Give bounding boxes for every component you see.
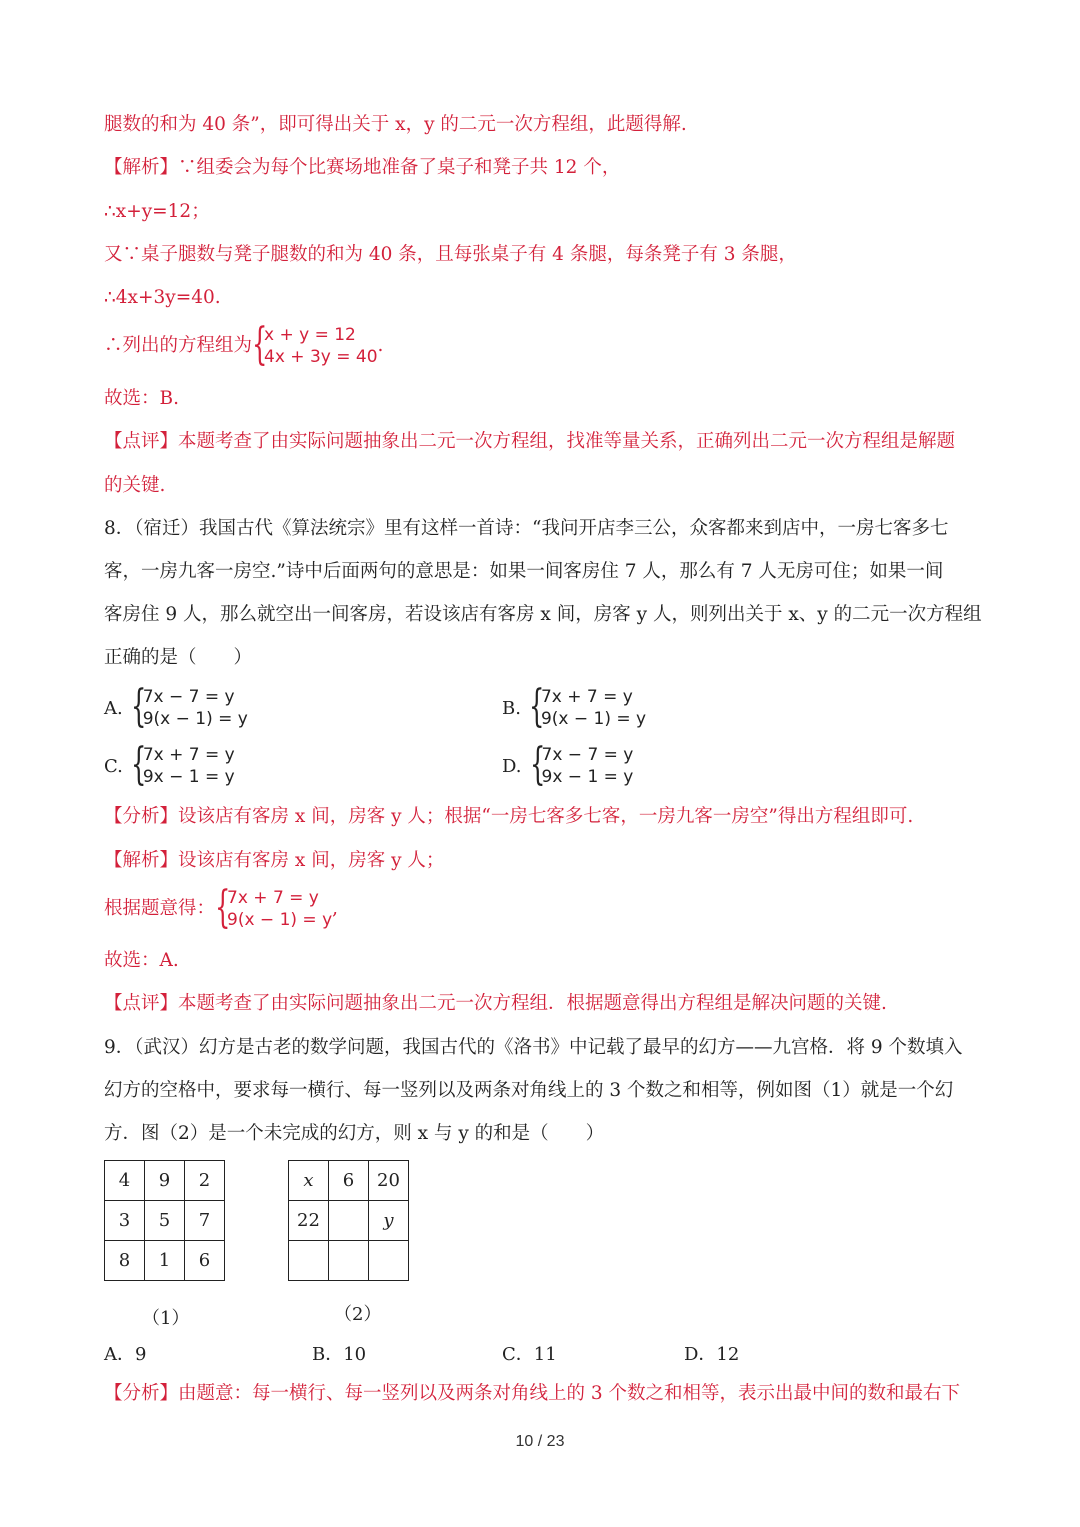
magic-square-2 (288, 1160, 409, 1281)
equation: 9x − 1 = y (541, 767, 634, 787)
grid-cell: 3 (105, 1201, 145, 1241)
option-c (104, 739, 235, 790)
comment-text: 本题考查了由实际问题抽象出二元一次方程组，找准等量关系，正确列出二元一次方程组是解题 (178, 431, 956, 452)
equation-suffix: . (377, 335, 384, 356)
text-line: 的关键. (104, 475, 166, 496)
analysis-tag: 【分析】 (104, 806, 179, 827)
option-label: D. (502, 755, 522, 777)
question-8-line: 8．（宿迁）我国古代《算法统宗》里有这样一首诗：“我问开店李三公，众客都来到店中，一房七客多七 (104, 518, 949, 539)
equation-system: { 7x − 7 = y 9x − 1 = y (529, 739, 634, 790)
equation: 7x + 7 = y (142, 745, 235, 765)
equation: 7x − 7 = y (541, 745, 634, 765)
option-b (502, 681, 647, 732)
analysis-line (104, 1381, 960, 1407)
equation: 9(x − 1) = y (540, 709, 647, 729)
solution-text: 设该店有客房 x 间，房客 y 人； (178, 850, 445, 871)
option-label: C. (104, 755, 123, 777)
text-line: 又∵桌子腿数与凳子腿数的和为 40 条，且每张桌子有 4 条腿，每条凳子有 3 条腿， (104, 244, 797, 265)
text-line: ∴4x+3y=40. (104, 287, 221, 308)
equation: 4x + 3y = 40 (264, 347, 378, 367)
analysis-text: 设该店有客房 x 间，房客 y 人；根据“一房七客多七客，一房九客一房空”得出方程组即可. (178, 806, 914, 827)
grid-cell: 6 (185, 1241, 225, 1281)
answer-option-c: C．11 (502, 1344, 557, 1365)
grid-cell (369, 1241, 409, 1281)
equation-prefix: 根据题意得： (104, 898, 216, 919)
text-line: ∴x+y=12； (104, 201, 210, 222)
equation: 9x − 1 = y (142, 767, 235, 787)
equation-line (104, 319, 384, 370)
magic-square-1 (104, 1160, 225, 1281)
equation: 7x + 7 = y (227, 888, 319, 908)
analysis-tag: 【分析】 (104, 1383, 179, 1404)
grid-cell: x (289, 1161, 329, 1201)
grid-cell: y (369, 1201, 409, 1241)
equation: 7x + 7 = y (540, 687, 633, 707)
option-d (502, 739, 634, 790)
equation: 9(x − 1) = y (227, 910, 333, 930)
grid-cell: 9 (145, 1161, 185, 1201)
choice-line: 故选：A. (104, 950, 179, 971)
question-9-line: 幻方的空格中，要求每一横行、每一竖列以及两条对角线上的 3 个数之和相等，例如图（1）就是一个幻 (104, 1080, 954, 1101)
choice-line: 故选：B. (104, 388, 179, 409)
grid-cell (329, 1241, 369, 1281)
equation: 9(x − 1) = y (142, 709, 248, 729)
analysis-text: ∵组委会为每个比赛场地准备了桌子和凳子共 12 个， (178, 157, 621, 178)
question-8-line: 正确的是（ ） (104, 647, 253, 668)
answer-option-a: A．9 (104, 1344, 147, 1365)
grid-cell: 8 (105, 1241, 145, 1281)
comment-text: 本题考查了由实际问题抽象出二元一次方程组．根据题意得出方程组是解决问题的关键. (178, 993, 887, 1014)
grid-cell (329, 1201, 369, 1241)
answer-option-d: D．12 (684, 1344, 740, 1365)
equation-system: { x + y = 12 4x + 3y = 40 (252, 319, 378, 370)
analysis-line (104, 804, 913, 830)
equation-system: { 7x − 7 = y 9(x − 1) = y (130, 681, 248, 732)
analysis-tag: 【解析】 (104, 157, 179, 178)
grid-cell (289, 1241, 329, 1281)
question-8-line: 客房住 9 人，那么就空出一间客房，若设该店有客房 x 间，房客 y 人，则列出关于 x、y 的二元一次方程组 (104, 604, 982, 625)
question-8-line: 客，一房九客一房空.”诗中后面两句的意思是：如果一间客房住 7 人，那么有 7 人无房可住；如果一间 (104, 561, 944, 582)
equation-suffix: , (332, 898, 339, 919)
comment-line (104, 991, 887, 1017)
figure-2-caption: （2） (334, 1304, 382, 1325)
equation-system: { 7x + 7 = y 9x − 1 = y (130, 739, 235, 790)
grid-cell: 4 (105, 1161, 145, 1201)
grid-cell: 6 (329, 1161, 369, 1201)
analysis-line (104, 155, 620, 181)
grid-cell: 2 (185, 1161, 225, 1201)
grid-cell: 5 (145, 1201, 185, 1241)
comment-tag: 【点评】 (104, 993, 179, 1014)
question-9-line: 9．（武汉）幻方是古老的数学问题，我国古代的《洛书》中记载了最早的幻方——九宫格．将 9 个数填入 (104, 1037, 963, 1058)
equation-system: { 7x + 7 = y 9(x − 1) = y (215, 882, 333, 933)
equation-prefix: ∴列出的方程组为 (104, 335, 253, 356)
equation: x + y = 12 (264, 325, 356, 345)
solution-line (104, 848, 444, 874)
equation: 7x − 7 = y (142, 687, 235, 707)
figure-1-caption: （1） (142, 1308, 190, 1329)
grid-cell: 7 (185, 1201, 225, 1241)
solution-tag: 【解析】 (104, 850, 179, 871)
page-number: 10 / 23 (515, 1433, 565, 1450)
equation-line (104, 882, 339, 933)
text-line: 腿数的和为 40 条”，即可得出关于 x，y 的二元一次方程组，此题得解. (104, 114, 687, 135)
comment-tag: 【点评】 (104, 431, 179, 452)
comment-line (104, 429, 955, 455)
option-label: B. (502, 697, 521, 719)
option-label: A. (104, 697, 123, 719)
answer-option-b: B．10 (312, 1344, 367, 1365)
analysis-text: 由题意：每一横行、每一竖列以及两条对角线上的 3 个数之和相等，表示出最中间的数和最右下 (178, 1383, 961, 1404)
grid-cell: 1 (145, 1241, 185, 1281)
grid-cell: 22 (289, 1201, 329, 1241)
option-a (104, 681, 248, 732)
question-9-line: 方．图（2）是一个未完成的幻方，则 x 与 y 的和是（ ） (104, 1123, 605, 1144)
equation-system: { 7x + 7 = y 9(x − 1) = y (528, 681, 647, 732)
grid-cell: 20 (369, 1161, 409, 1201)
